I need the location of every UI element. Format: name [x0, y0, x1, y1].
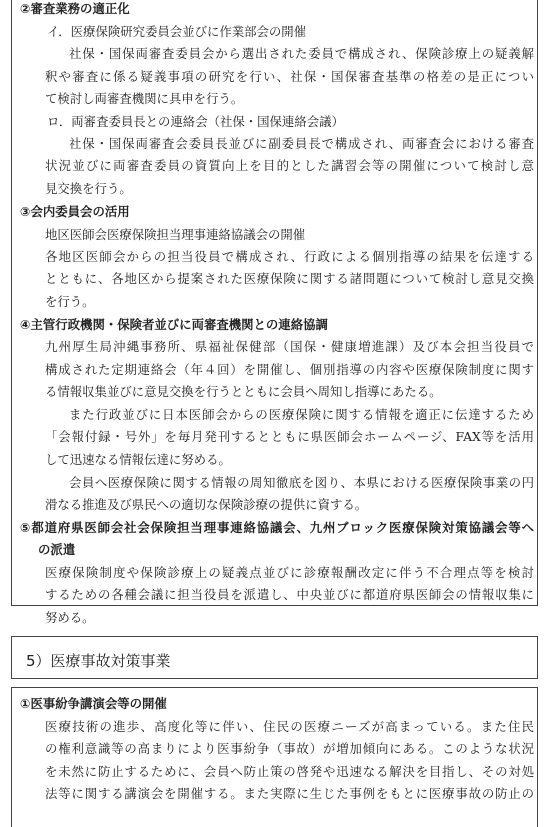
body-text-line: の権利意識等の高まりにより医事紛争（事故）が増加傾向にある。このような状況: [45, 741, 534, 756]
body-text-line: 状況並びに両審査委員の資質向上を目的とした講習会等の開催について検討し意: [45, 158, 534, 173]
body-text-line: するための各種会議に担当役員を派遣し、中央並びに都道府県医師会の情報収集に: [45, 587, 534, 602]
body-text-line: 見交換を行う。: [45, 181, 132, 196]
subheading: ④主管行政機関・保険者並びに両審査機関との連絡協調: [20, 317, 328, 332]
body-text-line: イ．医療保険研究委員会並びに作業部会の開催: [47, 24, 307, 39]
section-title: 5）医療事故対策事業: [26, 652, 171, 670]
content-box-accident: [11, 687, 538, 827]
body-text-line: 努める。: [45, 610, 95, 625]
body-text-line: を未然に防止するために、会員へ防止策の啓発や迅速なる解決を目指し、その対処: [45, 764, 534, 779]
body-text-line: 各地区医師会からの担当役員で構成され、行政による個別指導の結果を伝達する: [45, 249, 534, 264]
body-text-line: 「会報付録・号外」を毎月発刊するとともに県医師会ホームページ、FAX等を活用: [45, 429, 534, 444]
body-text-line: して迅速なる情報伝達に努める。: [45, 452, 231, 467]
subheading: ⑤都道府県医師会社会保険担当理事連絡協議会、九州ブロック医療保険対策協議会等へ: [20, 520, 534, 535]
subheading: ②審査業務の適正化: [20, 1, 130, 16]
body-text-line: 医療保険制度や保険診療上の疑義点並びに診療報酬改定に伴う不合理点等を検討: [45, 565, 534, 580]
body-text-line: 地区医師会医療保険担当理事連絡協議会の開催: [45, 227, 306, 242]
body-text-line: 九州厚生局沖縄事務所、県福祉保健部（国保・健康増進課）及び本会担当役員で: [45, 339, 534, 354]
body-text-line: 釈や審査に係る疑義事項の研究を行い、社保・国保審査基準の格差の是正につい: [45, 69, 534, 84]
subheading: の派遣: [38, 542, 76, 557]
body-text-line: る情報収集並びに意見交換を行うとともに会員へ周知し指導にあたる。: [45, 384, 442, 399]
body-text-line: 法等に関する講演会を開催する。また実際に生じた事例をもとに医療事故の防止の: [45, 786, 534, 801]
subheading: ③会内委員会の活用: [20, 204, 130, 219]
body-text-line: また行政並びに日本医師会からの医療保険に関する情報を適正に伝達するため: [69, 407, 534, 422]
body-text-line: 社保・国保両審査委員会から選出された委員で構成され、保険診療上の疑義解: [69, 46, 534, 61]
body-text-line: とともに、各地区から提案された医療保険に関する諸問題について検討し意見交換: [45, 271, 534, 286]
body-text-line: 構成された定期連絡会（年４回）を開催し、個別指導の内容や医療保険制度に関す: [45, 362, 534, 377]
subheading: ①医事紛争講演会等の開催: [20, 696, 167, 711]
content-box-insurance: [11, 0, 538, 625]
body-text-line: ロ．両審査委員長との連絡会（社保・国保連絡会議）: [47, 114, 344, 129]
body-text-line: 滑なる推進及び県民への適切な保険診療の提供に資する。: [45, 497, 368, 512]
body-text-line: 会員へ医療保険に関する情報の周知徹底を図り、本県における医療保険事業の円: [69, 475, 534, 490]
body-text-line: て検討し両審査機関に具申を行う。: [45, 91, 244, 106]
body-text-line: 医療技術の進歩、高度化等に伴い、住民の医療ニーズが高まっている。また住民: [45, 719, 534, 734]
body-text-line: を行う。: [45, 294, 95, 309]
body-text-line: 社保・国保両審査会委員長並びに副委員長で構成され、両審査会における審査: [69, 136, 534, 151]
